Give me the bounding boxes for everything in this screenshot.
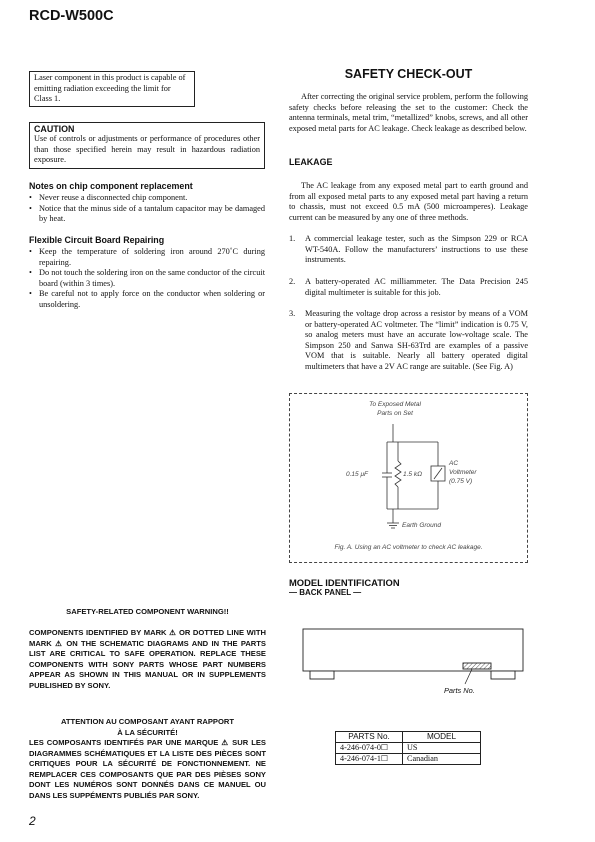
flex-board-title: Flexible Circuit Board Repairing: [29, 235, 165, 245]
warning-en-title: SAFETY-RELATED COMPONENT WARNING!!: [66, 607, 229, 616]
parts-no-label: Parts No.: [444, 686, 475, 695]
warning-fr-title-line1: ATTENTION AU COMPOSANT AYANT RAPPORT: [61, 717, 234, 726]
model-number: RCD-W500C: [29, 8, 114, 24]
ground-label: Earth Ground: [402, 522, 442, 529]
laser-warning-text: Laser component in this product is capable of emitting radiation exceeding the limit for Class 1.: [34, 73, 186, 104]
page-number: 2: [29, 814, 36, 828]
voltmeter-label-line2: Voltmeter: [449, 469, 477, 476]
figure-top-label-line1: To Exposed Metal: [369, 401, 421, 408]
warning-fr-title-line2: À LA SÉCURITÉ!: [117, 727, 178, 737]
leakage-method-2: [289, 277, 528, 298]
method-text: A battery-operated AC milliammeter. The Data Precision 245 digital multimeter is suitable for this job.: [305, 277, 528, 297]
figure-a-frame: [289, 393, 528, 563]
method-text: Measuring the voltage drop across a resistor by means of a VOM or battery-operated AC voltmeter. The “limit” indication is 0.75 V, so analog meters must have an accurate low-voltage scale. The Simpson 250 and Sanwa SH-63Trd are examples of a passive VOM that is suitable. Nearly all battery operated digital multimeters that have a 2V AC range are suitable. (See Fig. A): [305, 309, 528, 371]
table-header-row: [336, 732, 481, 743]
warning-fr-title: [29, 717, 266, 738]
table-header-model: MODEL: [403, 732, 481, 743]
method-number: 3.: [289, 309, 296, 318]
list-item: • Never reuse a disconnected chip component.: [29, 193, 265, 204]
list-item: • Do not touch the soldering iron on the same conductor of the circuit board (within 3 times).: [29, 268, 265, 289]
warning-fr-body: LES COMPOSANTS IDENTIFÉS PAR UNE MARQUE ⚠ SUR LES DIAGRAMMES SCHÉMATIQUES ET LA LISTE DES PIÈCES SONT CRITIQUES POUR LA SÉCURITÉ DE FONCTIONNEMENT. NE REMPLACER CES COMPOSANTS QUE PAR DES PIÈSES SONY DONT LES NUMÉROS SONT DONNÉS DANS CE MANUEL OU DANS LES SUPPÉMENTS PUBLIÉS PAR SONY.: [29, 738, 266, 800]
method-text: A commercial leakage tester, such as the Simpson 229 or RCA WT-540A. Follow the manufacturers’ instructions to use these instruments.: [305, 234, 528, 265]
leakage-method-3: [289, 309, 528, 373]
model-id-title: MODEL IDENTIFICATION: [289, 577, 400, 588]
list-item: • Be careful not to apply force on the conductor when soldering or unsoldering.: [29, 289, 265, 310]
list-item: • Notice that the minus side of a tantalum capacitor may be damaged by heat.: [29, 204, 265, 225]
warning-en-body: COMPONENTS IDENTIFIED BY MARK ⚠ OR DOTTED LINE WITH MARK ⚠ ON THE SCHEMATIC DIAGRAMS AND IN THE PARTS LIST ARE CRITICAL TO SAFE OPERATION. REPLACE THESE COMPONENTS WITH SONY PARTS WHOSE PART NUMBERS APPEAR AS SHOWN IN THIS MANUAL OR IN SUPPLEMENTS PUBLISHED BY SONY.: [29, 628, 266, 690]
model-id-subtitle: — BACK PANEL —: [289, 588, 362, 597]
chip-notes-title: Notes on chip component replacement: [29, 181, 193, 191]
capacitor-label: 0.15 μF: [346, 471, 368, 478]
voltmeter-label-line1: AC: [449, 460, 459, 467]
voltmeter-label: [449, 459, 477, 486]
back-panel-drawing: [290, 612, 535, 702]
voltmeter-label-line3: (0.75 V): [449, 478, 473, 485]
table-row: [336, 754, 481, 765]
safety-intro: After correcting the original service problem, perform the following safety checks before releasing the set to the customer: Check the antenna terminals, metal trim, “metallized” knobs, screws, and all other exposed metal parts for AC leakage. Check leakage as described below.: [289, 92, 528, 133]
list-item: • Keep the temperature of soldering iron around 270˚C during repairing.: [29, 247, 265, 268]
laser-warning-box: [29, 71, 195, 107]
parts-table: [335, 731, 481, 765]
table-row: [336, 743, 481, 754]
caution-title: CAUTION: [34, 124, 75, 134]
method-number: 2.: [289, 277, 296, 286]
table-cell: 4-246-074-1☐: [336, 754, 403, 765]
table-cell: Canadian: [403, 754, 481, 765]
caution-text: Use of controls or adjustments or performance of procedures other than those specified herein may result in hazardous radiation exposure.: [34, 134, 260, 165]
leakage-circuit-diagram: [290, 394, 527, 562]
figure-caption: Fig. A. Using an AC voltmeter to check AC leakage.: [334, 544, 483, 551]
chip-notes: [29, 181, 265, 225]
table-cell: US: [403, 743, 481, 754]
figure-top-label-line2: Parts on Set: [377, 410, 413, 417]
resistor-label: 1.5 kΩ: [403, 471, 423, 478]
table-header-parts-no: PARTS No.: [336, 732, 403, 743]
caution-box: [29, 122, 265, 169]
figure-top-label: [330, 400, 460, 418]
flex-board-notes: [29, 235, 265, 310]
leakage-title: LEAKAGE: [289, 157, 333, 167]
safety-title: SAFETY CHECK-OUT: [344, 67, 473, 81]
leakage-method-1: [289, 234, 528, 266]
method-number: 1.: [289, 234, 296, 243]
table-cell: 4-246-074-0☐: [336, 743, 403, 754]
leakage-intro: The AC leakage from any exposed metal part to earth ground and from all exposed metal parts to any exposed metal part having a return to chassis, must not exceed 0.5 mA (500 microamperes). Leakage current can be measured by any one of three methods.: [289, 181, 528, 222]
